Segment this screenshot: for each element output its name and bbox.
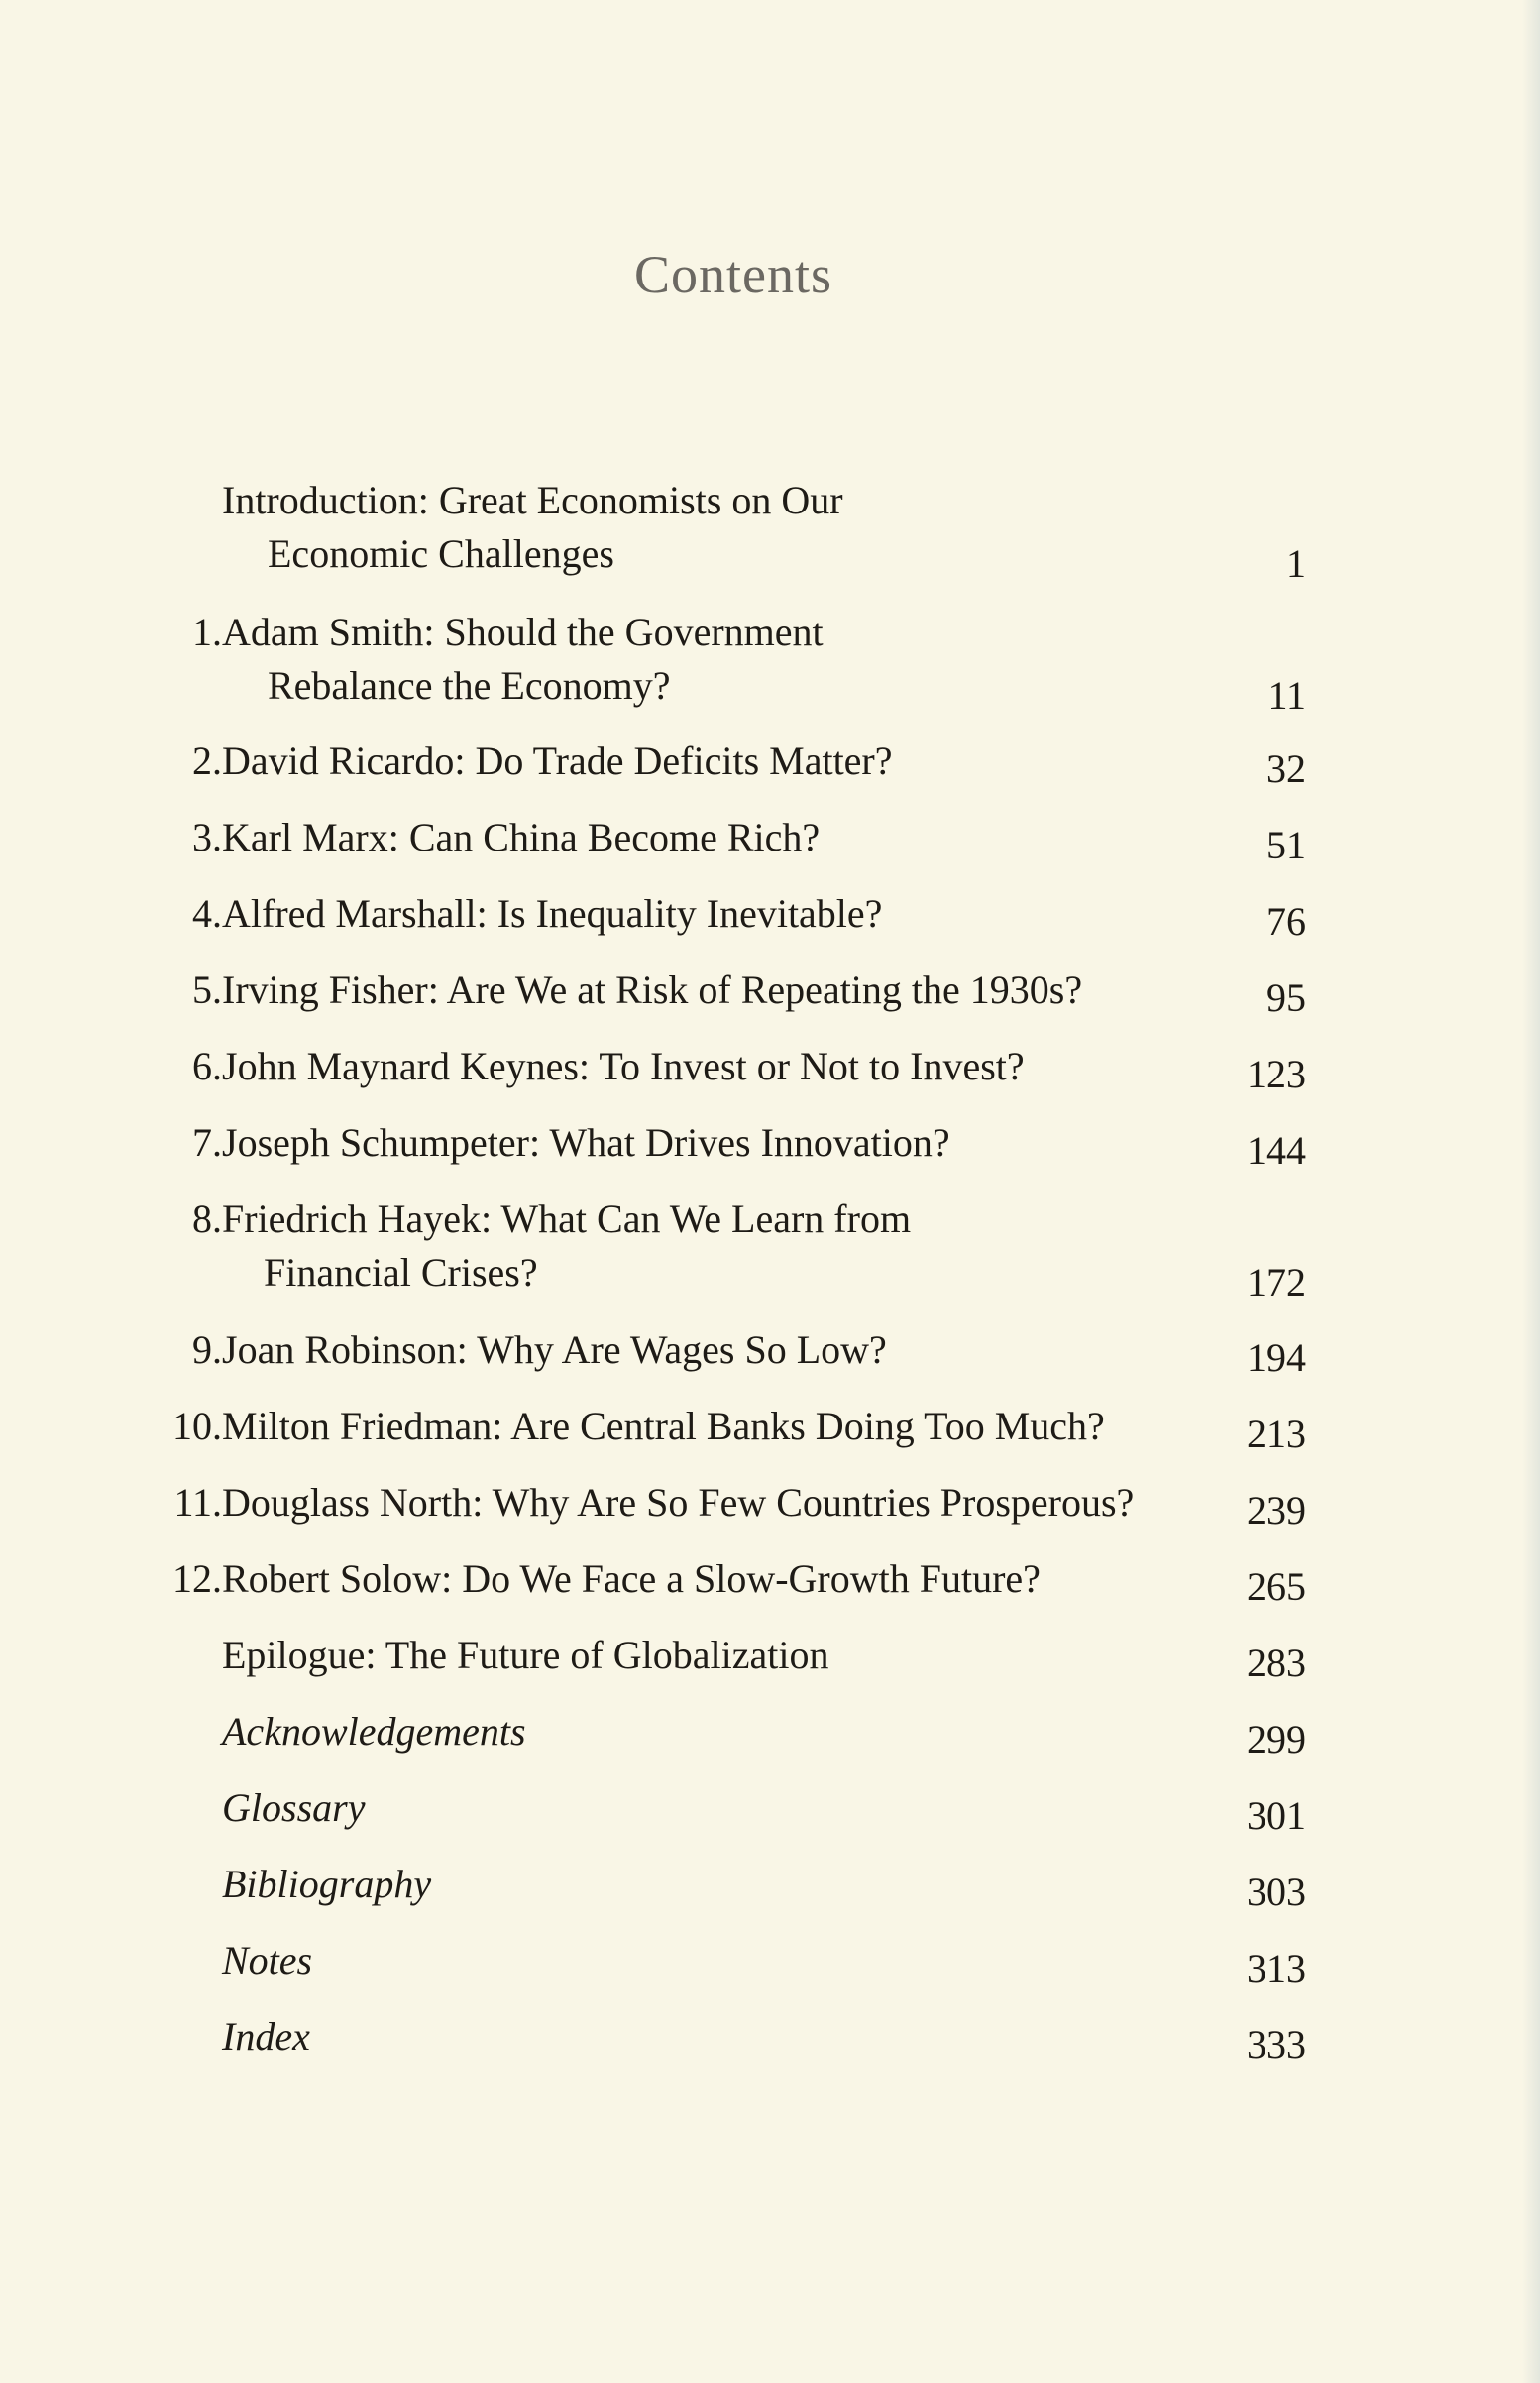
entry-title xyxy=(222,474,1253,581)
entry-number: 2. xyxy=(192,738,222,783)
entry-title-line2: Rebalance the Economy? xyxy=(268,663,671,708)
entry-title xyxy=(222,1400,1253,1453)
page-title: Contents xyxy=(633,245,832,304)
entry-title-line1: Joan Robinson: Why Are Wages So Low? xyxy=(222,1327,887,1372)
entry-page-number: 213 xyxy=(1247,1412,1306,1456)
entry-number: 1. xyxy=(192,610,222,654)
entry-page-number: 1 xyxy=(1286,541,1306,586)
entry-page-number: 95 xyxy=(1266,975,1306,1020)
entry-page-number: 301 xyxy=(1247,1793,1306,1838)
entry-page-number: 194 xyxy=(1247,1335,1306,1380)
entry-title-line1: Joseph Schumpeter: What Drives Innovation? xyxy=(222,1120,950,1165)
entry-number: 11. xyxy=(173,1480,222,1525)
entry-number: 4. xyxy=(192,891,222,936)
entry-page-number: 51 xyxy=(1266,823,1306,867)
entry-title-line2: Financial Crises? xyxy=(264,1250,538,1295)
entry-title xyxy=(222,1629,1253,1682)
entry-title-line1: Glossary xyxy=(222,1785,366,1830)
entry-page-number: 32 xyxy=(1266,746,1306,791)
entry-title-line1: Irving Fisher: Are We at Risk of Repeating the 1930s? xyxy=(222,967,1083,1012)
entry-number: 10. xyxy=(172,1404,222,1448)
entry-page-number: 144 xyxy=(1247,1128,1306,1173)
entry-title xyxy=(222,1192,1253,1300)
entry-title-line1: Epilogue: The Future of Globalization xyxy=(222,1633,829,1677)
entry-page-number: 333 xyxy=(1247,2022,1306,2067)
entry-title xyxy=(222,811,1253,864)
entry-title xyxy=(222,1323,1253,1377)
entry-page-number: 303 xyxy=(1247,1870,1306,1914)
entry-page-number: 299 xyxy=(1247,1717,1306,1761)
entry-title-line2: Economic Challenges xyxy=(268,531,614,576)
entry-title-line1: John Maynard Keynes: To Invest or Not to Invest? xyxy=(222,1044,1025,1088)
entry-page-number: 313 xyxy=(1247,1946,1306,1990)
entry-page-number: 172 xyxy=(1247,1260,1306,1305)
entry-title xyxy=(222,1552,1253,1606)
entry-number: 9. xyxy=(192,1327,222,1372)
entry-page-number: 283 xyxy=(1247,1641,1306,1685)
entry-title xyxy=(222,1476,1253,1530)
entry-page-number: 265 xyxy=(1247,1564,1306,1609)
entry-title xyxy=(222,1858,1253,1911)
entry-title-line1: Introduction: Great Economists on Our xyxy=(222,478,843,522)
entry-number: 12. xyxy=(172,1556,222,1601)
entry-title xyxy=(222,887,1253,941)
entry-title xyxy=(222,1934,1253,1987)
entry-page-number: 123 xyxy=(1247,1052,1306,1096)
entry-title xyxy=(222,2010,1253,2064)
entry-title-line1: Robert Solow: Do We Face a Slow-Growth Future? xyxy=(222,1556,1041,1601)
entry-page-number: 239 xyxy=(1247,1488,1306,1532)
entry-title xyxy=(222,964,1253,1017)
entry-title xyxy=(222,606,1253,713)
entry-title-line1: Acknowledgements xyxy=(222,1709,526,1754)
entry-title-line1: David Ricardo: Do Trade Deficits Matter? xyxy=(222,738,893,783)
entry-title xyxy=(222,735,1253,788)
entry-number: 5. xyxy=(192,967,222,1012)
entry-title-line1: Milton Friedman: Are Central Banks Doing Too Much? xyxy=(222,1404,1105,1448)
entry-title-line1: Friedrich Hayek: What Can We Learn from xyxy=(222,1196,912,1241)
entry-title-line1: Karl Marx: Can China Become Rich? xyxy=(222,815,821,859)
entry-page-number: 11 xyxy=(1267,673,1306,718)
entry-title xyxy=(222,1781,1253,1835)
entry-title-line1: Index xyxy=(222,2014,310,2059)
entry-title-line1: Alfred Marshall: Is Inequality Inevitable? xyxy=(222,891,883,936)
entry-title-line1: Notes xyxy=(222,1938,313,1983)
entry-number: 3. xyxy=(192,815,222,859)
entry-number: 6. xyxy=(192,1044,222,1088)
entry-page-number: 76 xyxy=(1266,899,1306,944)
entry-title xyxy=(222,1116,1253,1170)
entry-number: 7. xyxy=(192,1120,222,1165)
entry-title xyxy=(222,1705,1253,1759)
entry-title-line1: Adam Smith: Should the Government xyxy=(222,610,824,654)
entry-title xyxy=(222,1040,1253,1093)
entry-title-line1: Douglass North: Why Are So Few Countries Prosperous? xyxy=(222,1480,1135,1525)
entry-number: 8. xyxy=(192,1196,222,1241)
entry-title-line1: Bibliography xyxy=(222,1862,432,1906)
